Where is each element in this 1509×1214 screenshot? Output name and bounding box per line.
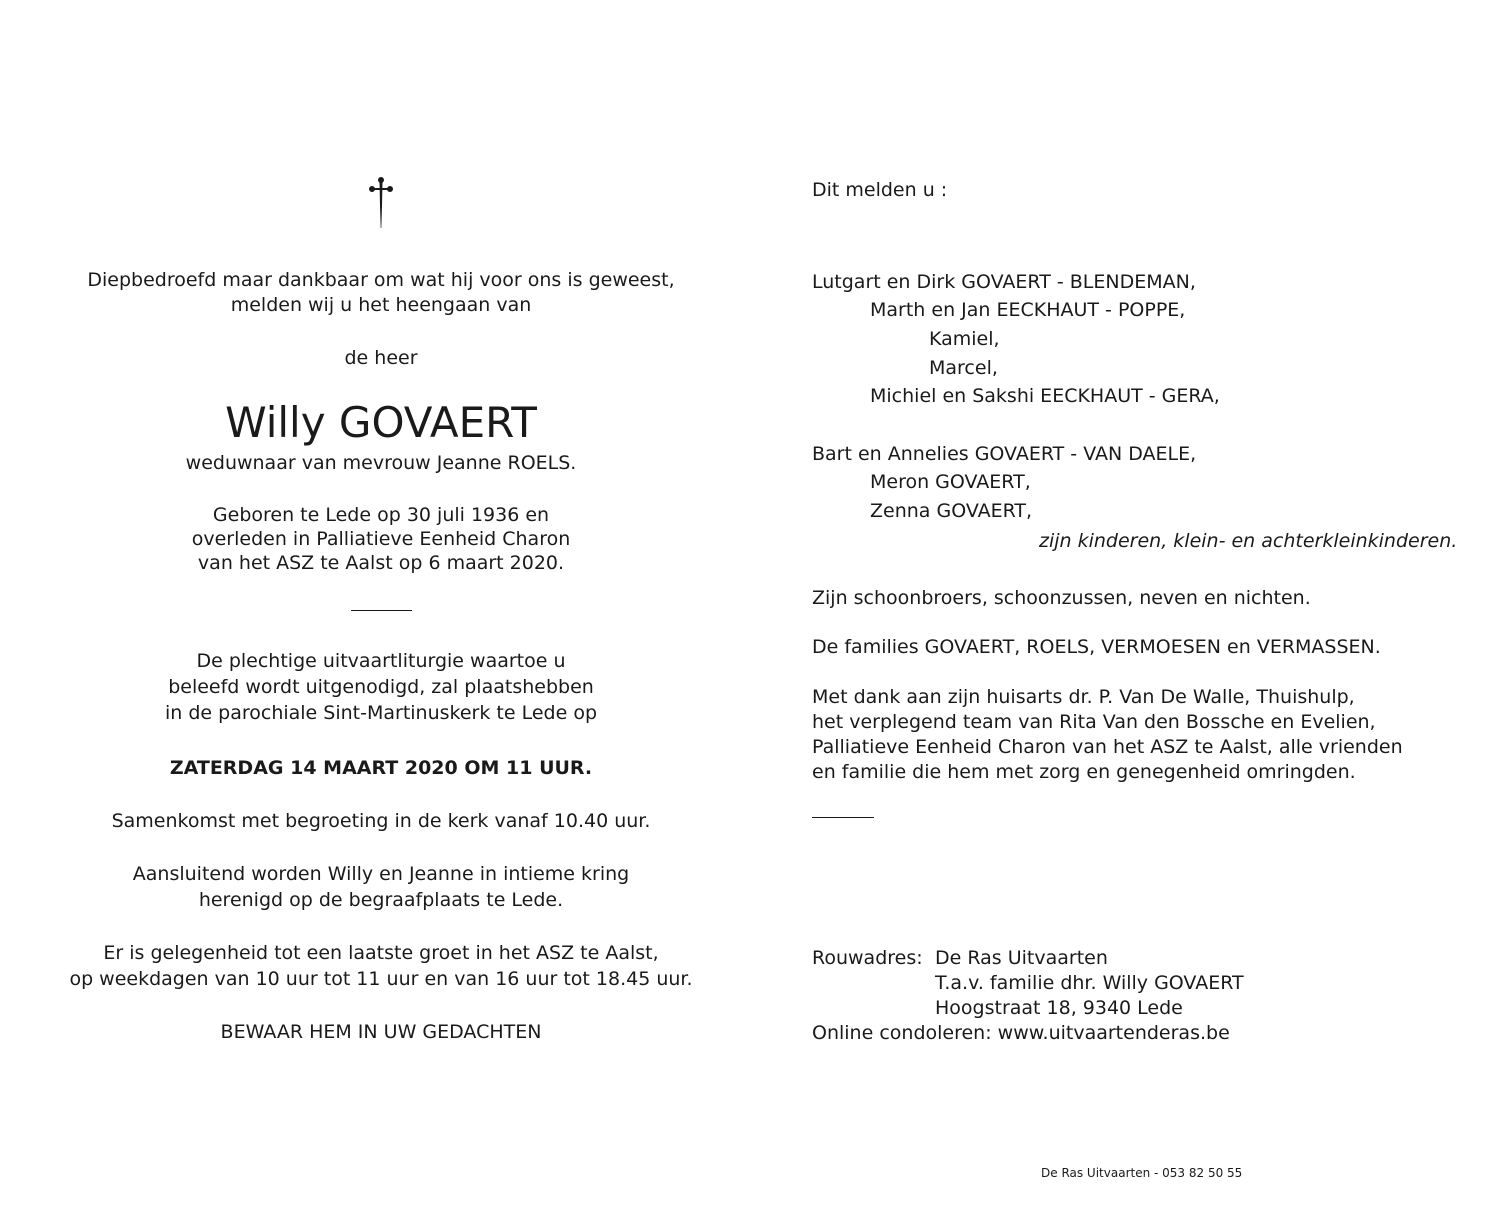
deceased-name: Willy GOVAERT — [225, 398, 537, 447]
funeral-line-1: De plechtige uitvaartliturgie waartoe u — [196, 650, 566, 672]
intro-line-1: Diepbedroefd maar dankbaar om wat hij voor ons is geweest, — [87, 269, 675, 291]
thanks-line-2: het verplegend team van Rita Van den Bossche en Evelien, — [812, 711, 1376, 733]
born-line-3: van het ASZ te Aalst op 6 maart 2020. — [197, 552, 565, 574]
funeral-line-2: beleefd wordt uitgenodigd, zal plaatshebben — [168, 676, 594, 698]
online-condolence: Online condoleren: www.uitvaartenderas.be — [812, 1022, 1230, 1044]
announcement-heading: Dit melden u : — [812, 179, 948, 201]
cross-icon — [369, 176, 393, 230]
family-role: zijn kinderen, klein- en achterkleinkinderen. — [1039, 530, 1458, 552]
address-line-1: De Ras Uitvaarten — [935, 947, 1108, 969]
family-line-1: Lutgart en Dirk GOVAERT - BLENDEMAN, — [812, 271, 1196, 293]
thanks-line-1: Met dank aan zijn huisarts dr. P. Van De Walle, Thuishulp, — [812, 686, 1355, 708]
family-line-8: Zenna GOVAERT, — [870, 500, 1033, 522]
closing-line: BEWAAR HEM IN UW GEDACHTEN — [220, 1021, 542, 1043]
footer-credit: De Ras Uitvaarten - 053 82 50 55 — [1041, 1166, 1243, 1180]
family-line-2: Marth en Jan EECKHAUT - POPPE, — [870, 299, 1186, 321]
family-line-7: Meron GOVAERT, — [870, 471, 1031, 493]
spouse-line: weduwnaar van mevrouw Jeanne ROELS. — [185, 452, 577, 474]
family-line-6: Bart en Annelies GOVAERT - VAN DAELE, — [812, 443, 1197, 465]
address-label: Rouwadres: — [812, 947, 923, 969]
honorific: de heer — [344, 347, 418, 369]
divider-left — [351, 610, 412, 611]
address-line-3: Hoogstraat 18, 9340 Lede — [935, 997, 1183, 1019]
family-line-5: Michiel en Sakshi EECKHAUT - GERA, — [870, 385, 1220, 407]
visit-line-2: op weekdagen van 10 uur tot 11 uur en van 16 uur tot 18.45 uur. — [69, 968, 693, 990]
born-line-1: Geboren te Lede op 30 juli 1936 en — [212, 504, 550, 526]
family-line-4: Marcel, — [929, 357, 998, 379]
thanks-line-3: Palliatieve Eenheid Charon van het ASZ te Aalst, alle vrienden — [812, 736, 1403, 758]
intro-line-2: melden wij u het heengaan van — [230, 294, 532, 316]
burial-line-1: Aansluitend worden Willy en Jeanne in intieme kring — [132, 863, 630, 885]
thanks-line-4: en familie die hem met zorg en genegenheid omringden. — [812, 761, 1356, 783]
families-line: De families GOVAERT, ROELS, VERMOESEN en VERMASSEN. — [812, 636, 1381, 658]
family-line-3: Kamiel, — [929, 328, 1000, 350]
address-line-2: T.a.v. familie dhr. Willy GOVAERT — [935, 972, 1244, 994]
inlaws-line: Zijn schoonbroers, schoonzussen, neven en nichten. — [812, 587, 1311, 609]
born-line-2: overleden in Palliatieve Eenheid Charon — [191, 528, 571, 550]
burial-line-2: herenigd op de begraafplaats te Lede. — [198, 889, 564, 911]
visit-line-1: Er is gelegenheid tot een laatste groet in het ASZ te Aalst, — [103, 942, 659, 964]
gathering-line: Samenkomst met begroeting in de kerk vanaf 10.40 uur. — [111, 810, 651, 832]
funeral-line-3: in de parochiale Sint-Martinuskerk te Lede op — [165, 702, 597, 724]
divider-right — [812, 817, 874, 818]
funeral-date: ZATERDAG 14 MAART 2020 OM 11 UUR. — [169, 757, 593, 779]
